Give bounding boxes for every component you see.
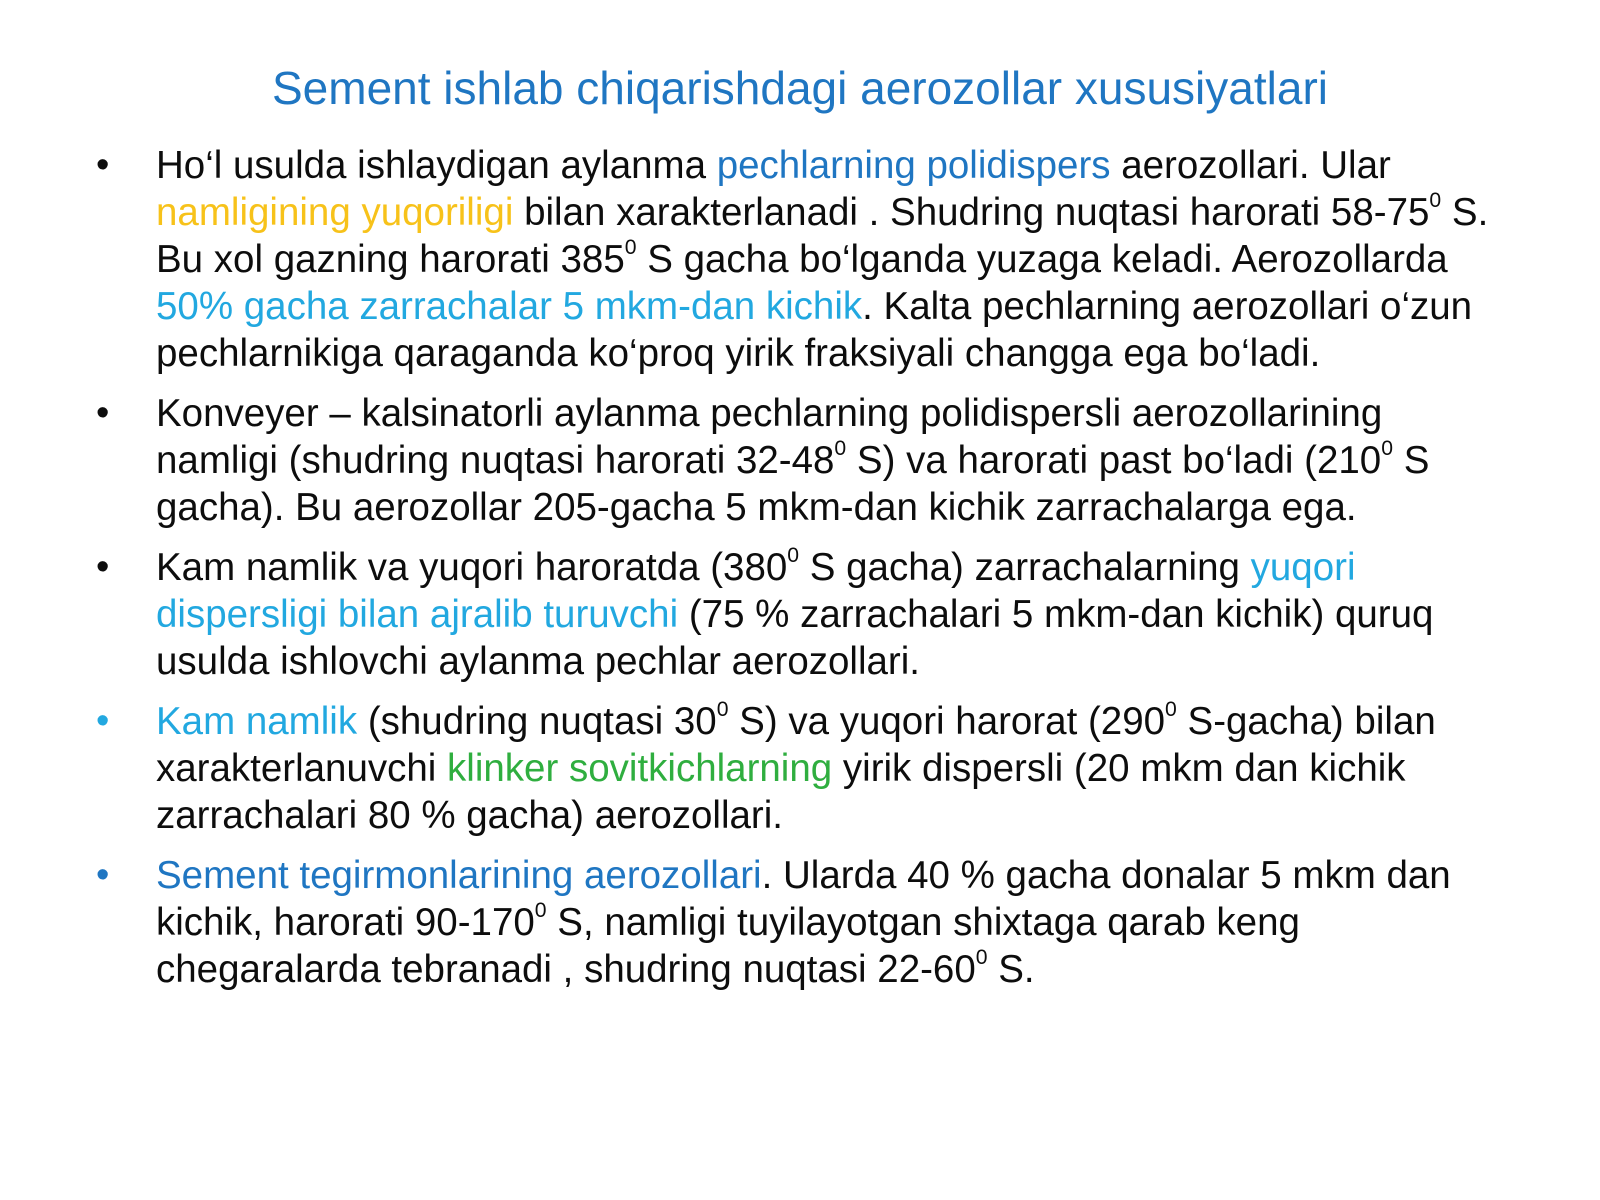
- highlight-run: klinker sovitkichlarning: [447, 747, 833, 790]
- highlight-run: namligining yuqoriligi: [156, 191, 514, 234]
- bullet-item-3: [90, 544, 1510, 685]
- text-run: S) va harorati past bo‘ladi (210: [846, 439, 1382, 482]
- text-run: bilan xarakterlanadi . Shudring nuqtasi harorati 58-75: [513, 191, 1430, 234]
- bullet-marker: •: [96, 144, 110, 186]
- degree-superscript: 0: [534, 899, 547, 923]
- bullet-item-5: [90, 852, 1510, 993]
- bullet-marker: •: [96, 546, 110, 588]
- slide-title: Sement ishlab chiqarishdagi aerozollar xususiyatlari: [272, 62, 1328, 114]
- text-run: S, namligi tuyilayotgan shixtaga qarab keng chegaralarda tebranadi , shudring nuqtasi 22-60: [156, 901, 1300, 991]
- degree-superscript: 0: [975, 946, 988, 970]
- degree-superscript: 0: [834, 437, 847, 461]
- text-run: aerozollari. Ular: [1110, 144, 1391, 187]
- text-run: S.: [987, 948, 1035, 991]
- text-run: S gacha). Bu aerozollar 205-gacha 5 mkm-dan kichik zarrachalarga ega.: [156, 439, 1430, 529]
- text-run: yirik dispersli (20 mkm dan kichik zarrachalari 80 % gacha) aerozollari.: [156, 747, 1406, 837]
- highlight-run: yuqori dispersligi bilan ajralib turuvchi: [156, 546, 1356, 636]
- degree-superscript: 0: [1381, 437, 1393, 461]
- bullet-text: [156, 392, 1429, 529]
- text-run: (shudring nuqtasi 30: [357, 700, 717, 743]
- degree-superscript: 0: [624, 236, 637, 260]
- bullet-text: [156, 144, 1488, 375]
- text-run: S. Bu xol gazning harorati 385: [156, 191, 1489, 281]
- text-run: Konveyer – kalsinatorli aylanma pechlarning polidispersli aerozollarining namligi (shudring nuqtasi harorati 32-48: [156, 392, 1383, 482]
- text-run: . Ularda 40 % gacha donalar 5 mkm dan kichik, harorati 90-170: [156, 854, 1451, 944]
- bullet-text: [156, 700, 1436, 837]
- text-run: Kam namlik va yuqori haroratda (380: [156, 546, 788, 589]
- degree-superscript: 0: [716, 698, 729, 722]
- bullet-marker: •: [96, 854, 110, 896]
- text-run: Ho‘l usulda ishlaydigan aylanma: [156, 144, 717, 187]
- degree-superscript: 0: [1429, 189, 1442, 213]
- degree-superscript: 0: [787, 544, 800, 568]
- text-run: S gacha bo‘lganda yuzaga keladi. Aerozollarda: [636, 238, 1448, 281]
- bullet-marker: •: [96, 392, 110, 434]
- highlight-run: 50% gacha zarrachalar 5 mkm-dan kichik: [156, 285, 863, 328]
- bullet-item-4: [90, 698, 1510, 839]
- bullet-text: [156, 546, 1433, 683]
- highlight-run: Sement tegirmonlarining aerozollari: [156, 854, 762, 897]
- text-run: S) va yuqori harorat (290: [728, 700, 1166, 743]
- degree-superscript: 0: [1165, 698, 1177, 722]
- text-run: . Kalta pechlarning aerozollari o‘zun pechlarnikiga qaraganda ko‘proq yirik fraksiyali changga ega bo‘ladi.: [156, 285, 1473, 375]
- bullet-item-2: [90, 390, 1510, 531]
- highlight-run: Kam namlik: [156, 700, 358, 743]
- bullet-marker: •: [96, 700, 110, 742]
- text-run: S-gacha) bilan xarakterlanuvchi: [156, 700, 1436, 790]
- bullet-text: [156, 854, 1451, 991]
- highlight-run: pechlarning polidispers: [716, 144, 1111, 187]
- text-run: S gacha) zarrachalarning: [799, 546, 1251, 589]
- bullet-list: [90, 142, 1510, 1006]
- bullet-item-1: [90, 142, 1510, 377]
- text-run: (75 % zarrachalari 5 mkm-dan kichik) quruq usulda ishlovchi aylanma pechlar aerozollari.: [156, 593, 1434, 683]
